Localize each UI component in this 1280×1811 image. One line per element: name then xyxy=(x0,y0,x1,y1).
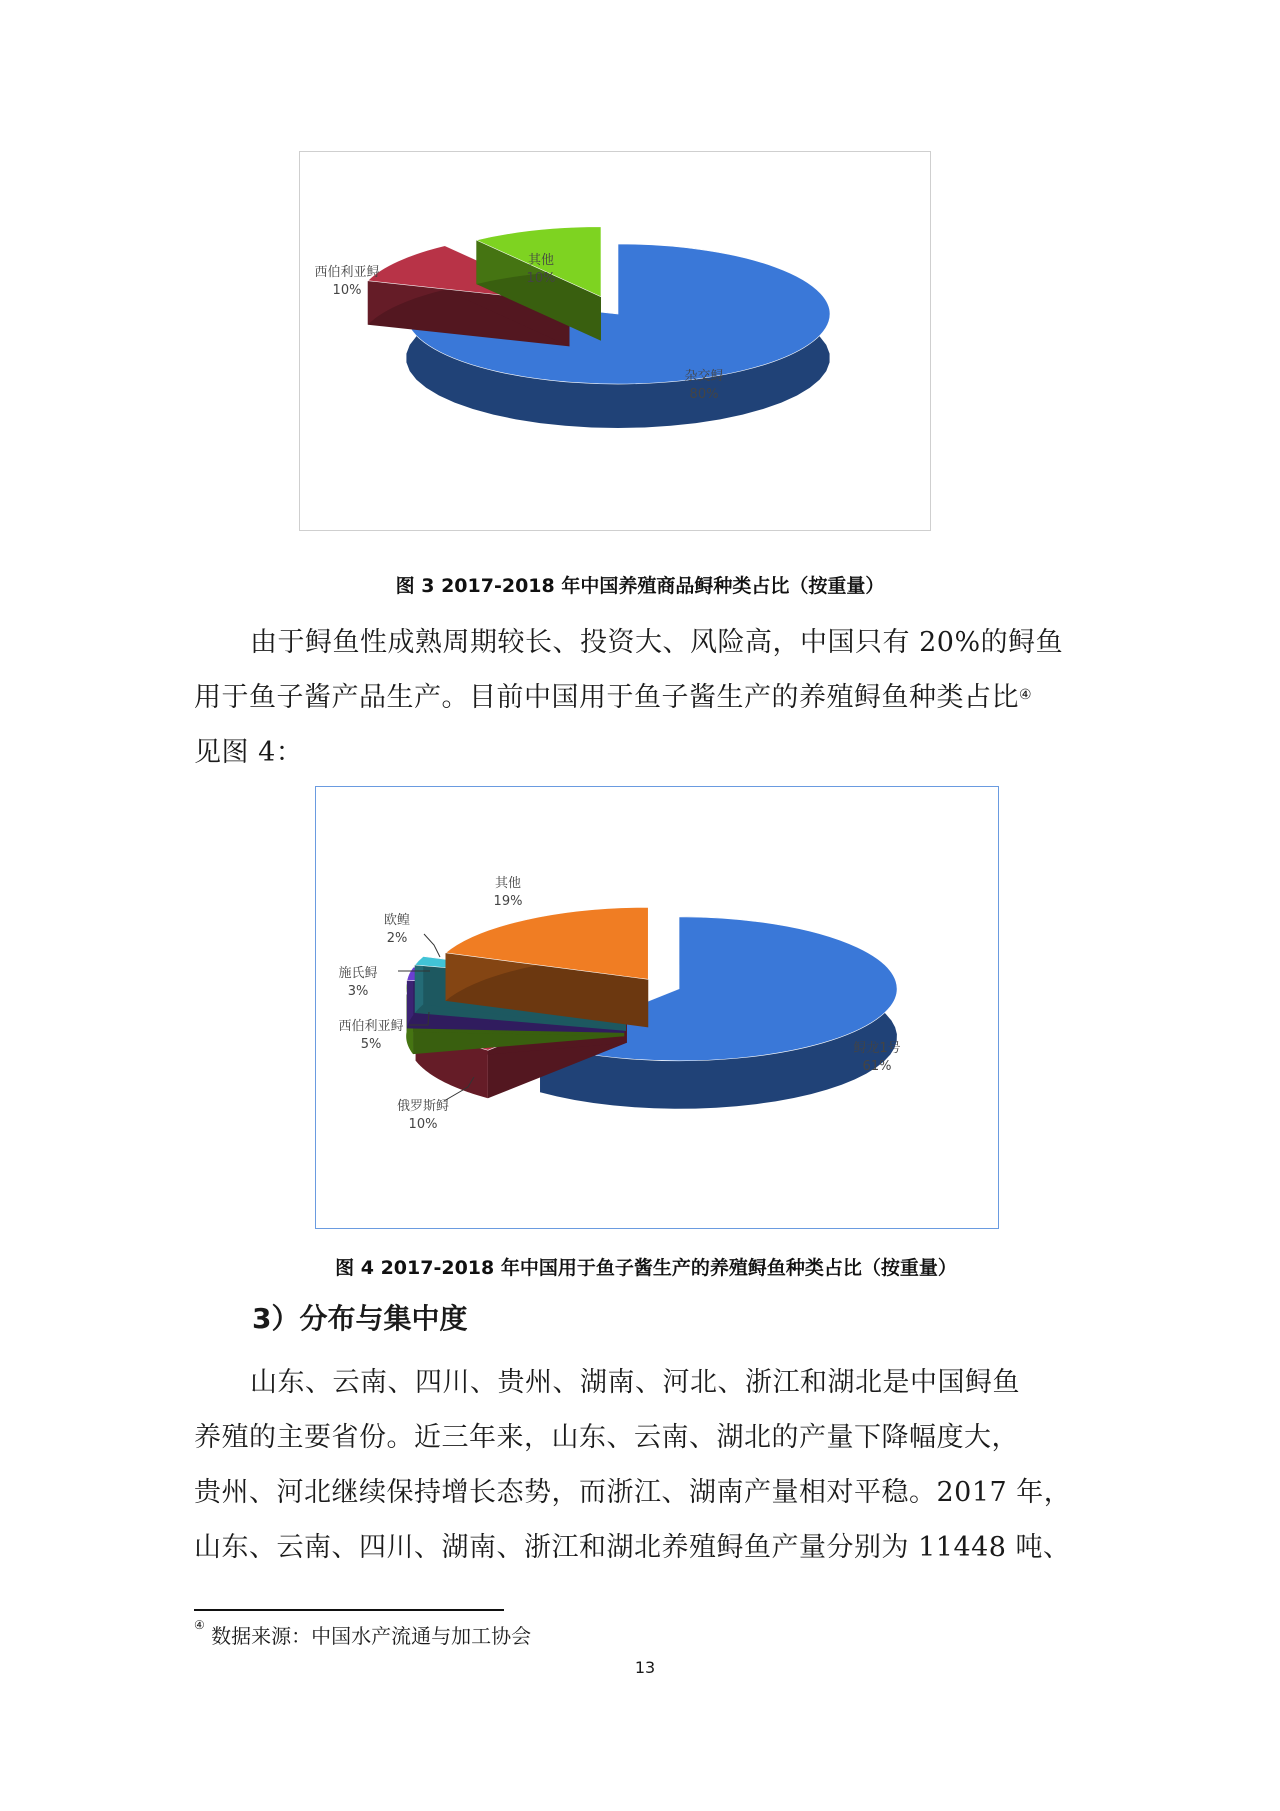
pie-leader-line-4 xyxy=(424,934,440,957)
paragraph-1-line-1: 由于鲟鱼性成熟周期较长、投资大、风险高，中国只有 20%的鲟鱼 xyxy=(250,627,1064,658)
paragraph-1-line-2-wrap xyxy=(194,670,1094,725)
pie-label-0: 鲟龙1号 xyxy=(853,1041,901,1056)
paragraph-1 xyxy=(194,615,1094,780)
figure-4-caption: 图 4 2017-2018 年中国用于鱼子酱生产的养殖鲟鱼种类占比（按重量） xyxy=(335,1257,957,1279)
paragraph-2-line-2: 养殖的主要省份。近三年来，山东、云南、湖北的产量下降幅度大， xyxy=(194,1422,1019,1453)
pie-value-label-2: 10% xyxy=(526,271,556,286)
pie-label-1: 西伯利亚鲟 xyxy=(314,265,380,280)
pie-value-label-1: 10% xyxy=(408,1117,438,1132)
figure-3-chart xyxy=(299,151,931,531)
footnote-text: 数据来源：中国水产流通与加工协会 xyxy=(211,1624,532,1648)
footnote-ref: ④ xyxy=(1019,687,1033,703)
pie-value-label-5: 19% xyxy=(493,894,523,909)
figure-3-caption: 图 3 2017-2018 年中国养殖商品鲟种类占比（按重量） xyxy=(395,575,885,597)
paragraph-1-line-3: 见图 4： xyxy=(194,737,304,768)
pie-label-2: 西伯利亚鲟 xyxy=(338,1019,404,1034)
pie-value-label-3: 3% xyxy=(347,984,369,999)
pie-value-label-2: 5% xyxy=(360,1037,382,1052)
pie-value-label-0: 80% xyxy=(689,387,719,402)
paragraph-2-line-3: 贵州、河北继续保持增长态势，而浙江、湖南产量相对平稳。2017 年， xyxy=(194,1477,1072,1508)
pie-value-label-4: 2% xyxy=(386,931,408,946)
footnote-divider xyxy=(194,1609,504,1611)
paragraph-2 xyxy=(194,1355,1094,1575)
pie-label-0: 杂交鲟 xyxy=(684,369,724,384)
section-heading: 3）分布与集中度 xyxy=(252,1302,468,1335)
pie-label-5: 其他 xyxy=(494,876,522,891)
paragraph-2-line-4: 山东、云南、四川、湖南、浙江和湖北养殖鲟鱼产量分别为 11448 吨、 xyxy=(194,1532,1071,1563)
pie-value-label-0: 61% xyxy=(862,1059,892,1074)
figure-4-pie-svg xyxy=(316,787,998,1228)
footnote-marker: ④ xyxy=(194,1618,205,1632)
figure-3-pie-svg xyxy=(300,152,930,530)
figure-4-chart xyxy=(315,786,999,1229)
paragraph-2-line-1: 山东、云南、四川、贵州、湖南、河北、浙江和湖北是中国鲟鱼 xyxy=(250,1367,1020,1398)
pie-label-2: 其他 xyxy=(527,253,555,268)
pie-label-4: 欧鳇 xyxy=(383,913,411,928)
page-number: 13 xyxy=(634,1658,656,1677)
footnote xyxy=(194,1620,531,1649)
paragraph-1-line-2: 用于鱼子酱产品生产。目前中国用于鱼子酱生产的养殖鲟鱼种类占比 xyxy=(194,682,1019,713)
pie-label-3: 施氏鲟 xyxy=(338,966,378,981)
pie-label-1: 俄罗斯鲟 xyxy=(396,1099,450,1114)
pie-value-label-1: 10% xyxy=(332,283,362,298)
